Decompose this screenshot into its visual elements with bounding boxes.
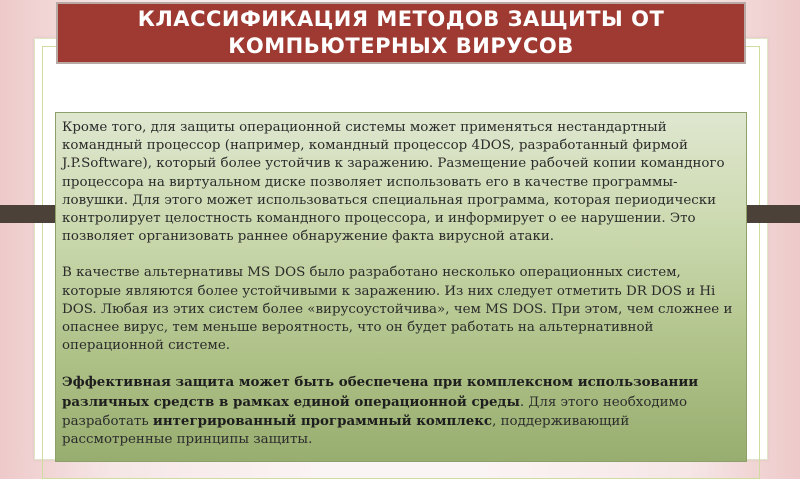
content-box — [55, 112, 747, 462]
paragraph-2: В качестве альтернативы MS DOS было разработано несколько операционных систем, которые являются более устойчивыми к заражению. Из них следует отметить DR DOS и Hi DOS. Любая из этих систем более «вирусоустойчива», чем MS DOS. При этом, чем сложнее и опаснее вирус, тем меньше вероятность, что он будет работать на альтернативной операционной системе. — [62, 265, 733, 354]
paragraph-3 — [62, 373, 740, 449]
slide-title: КЛАССИФИКАЦИЯ МЕТОДОВ ЗАЩИТЫ ОТ КОМПЬЮТЕРНЫХ ВИРУСОВ — [137, 7, 665, 58]
paragraph-3-dot: . — [519, 394, 525, 410]
title-banner — [56, 2, 746, 64]
paragraph-3-text: Для этого необходимо разработать — [62, 394, 688, 429]
paragraph-3-bold-lead: Эффективная защита может быть обеспечена при комплексном использовании различных средств в рамках единой операционной среды — [62, 374, 699, 410]
right-decorative-bar — [745, 205, 800, 223]
paragraph-1: Кроме того, для защиты операционной системы может применяться нестандартный командный процессор (например, командный процессор 4DOS, разработанный фирмой J.P.Software), который более устойчив к заражению. Размещение рабочей копии командного процессора на виртуальном диске позволяет использовать его в качестве программы-ловушки. Для этого может использоваться специальная программа, которая периодически контролирует целостность командного процессора, и информирует о ее нарушении. Это позволяет организовать раннее обнаружение факта вирусной атаки. — [62, 120, 725, 245]
left-decorative-bar — [0, 205, 55, 223]
paragraph-3-tail: , поддерживающий рассмотренные принципы защиты. — [62, 413, 630, 448]
paragraph-3-bold-term: интегрированный программный комплекс — [152, 412, 493, 429]
